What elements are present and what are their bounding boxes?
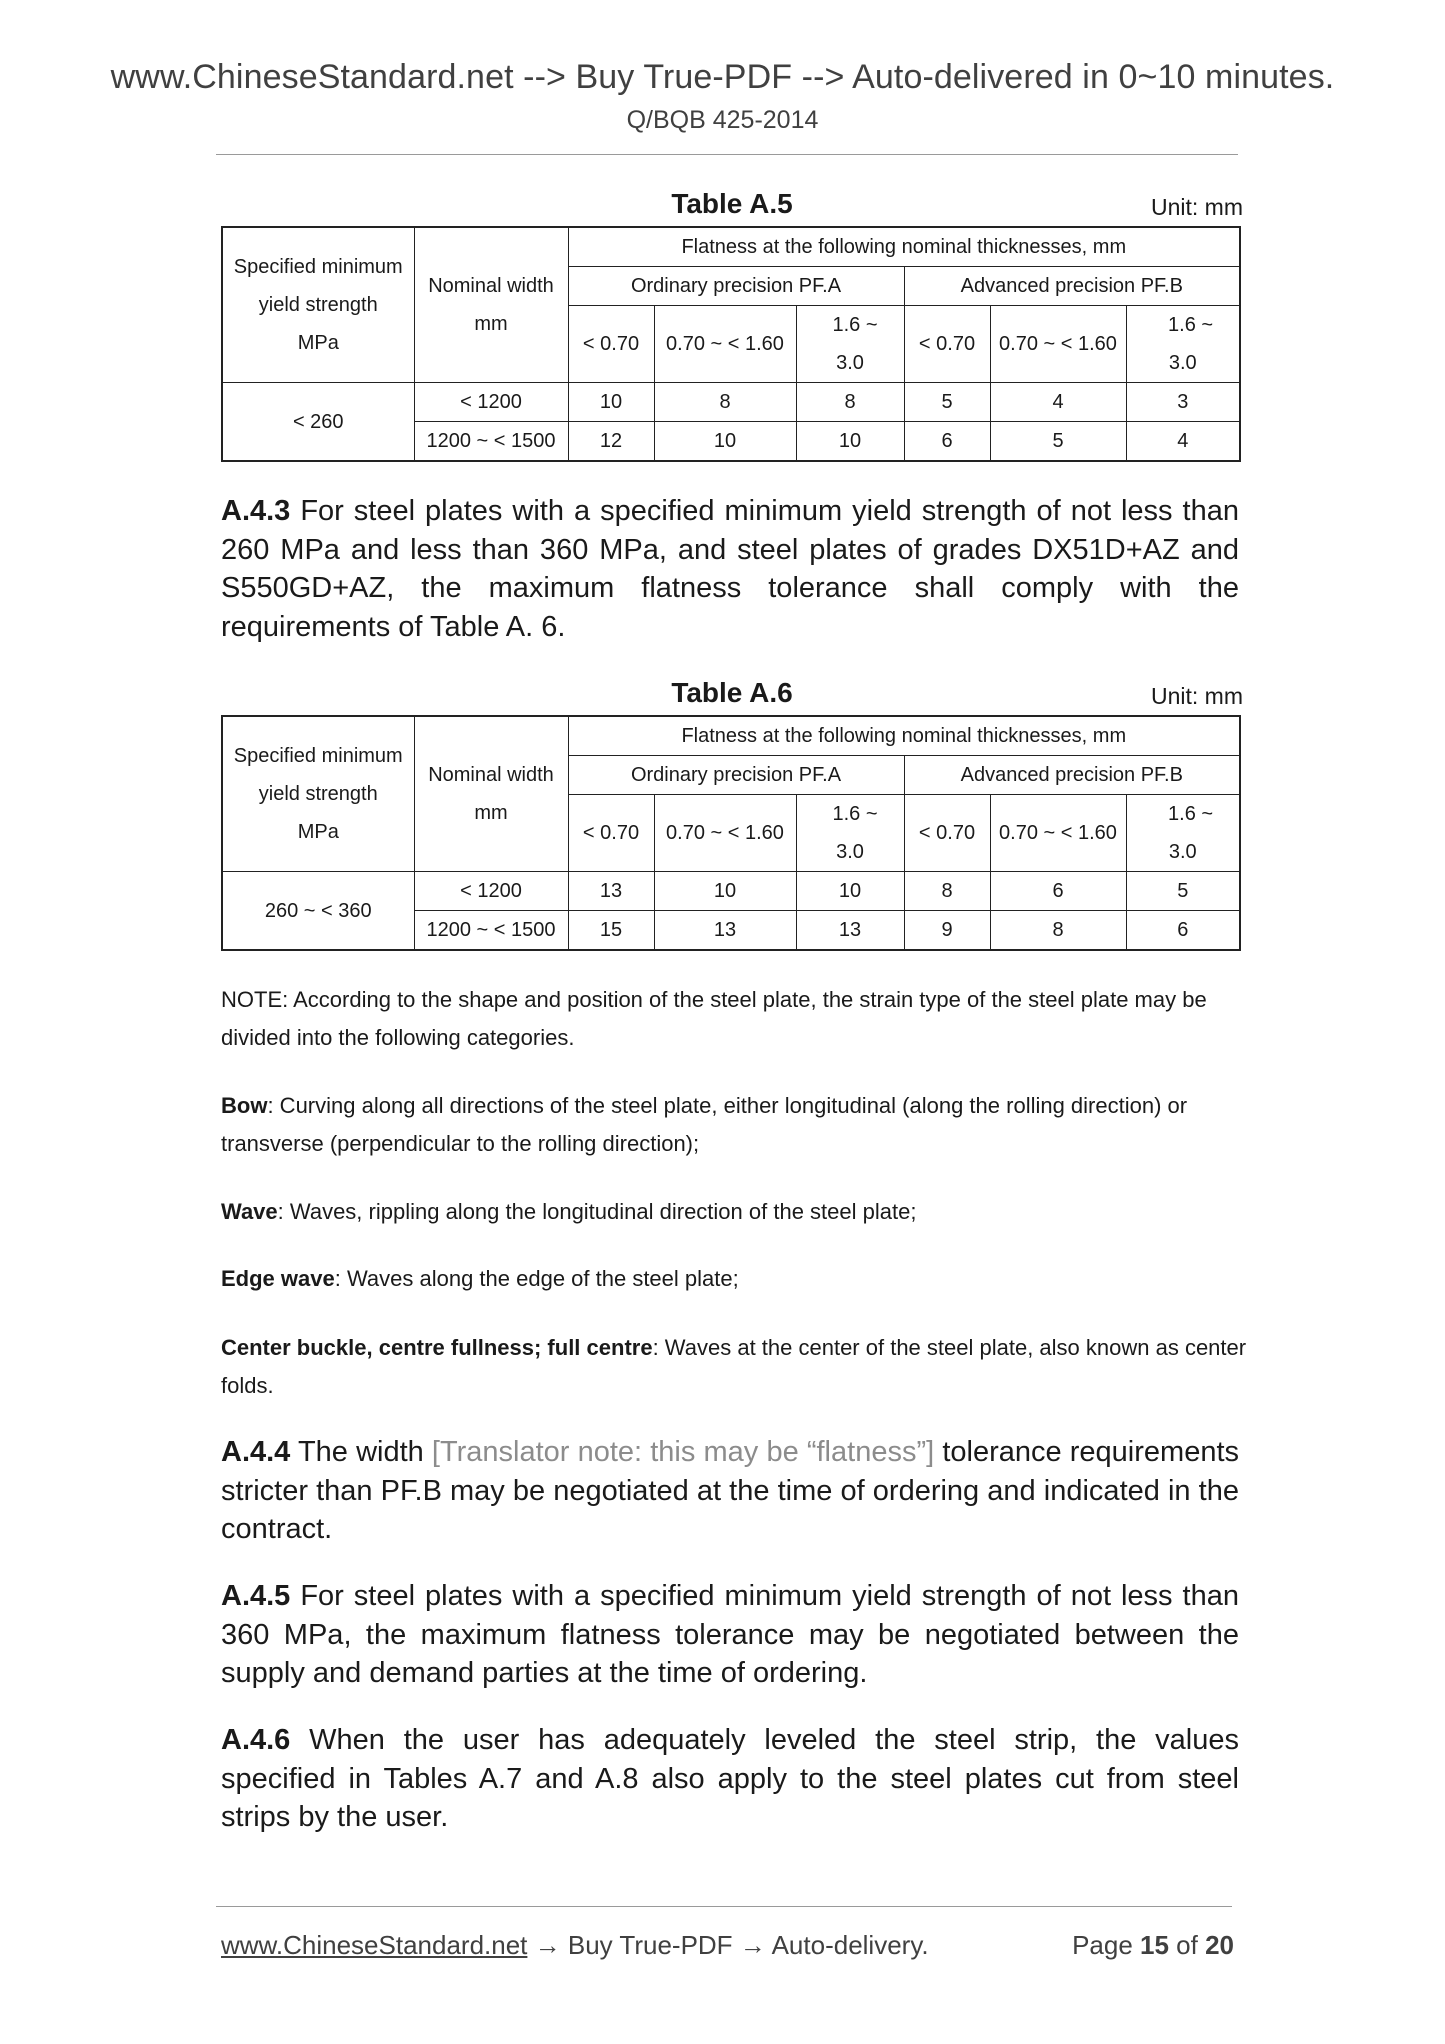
note-edge-wave [221, 1260, 1251, 1298]
thickness-16-30-b: 3.0 [796, 833, 904, 872]
cell: 13 [654, 911, 796, 951]
thickness-lt070: < 0.70 [904, 306, 990, 383]
cell: 3 [1126, 383, 1240, 422]
clause-text: tolerance requirements stricter than PF.B may be negotiated at the time of ordering and indicated in the contract. [221, 1436, 1240, 1545]
term: Bow [221, 1093, 268, 1118]
table-a5-caption [221, 188, 1243, 224]
width-value: < 1200 [414, 872, 568, 911]
note-wave [221, 1193, 1251, 1231]
width-value: 1200 ~ < 1500 [414, 911, 568, 951]
footer-left [221, 1930, 929, 1961]
width-value: 1200 ~ < 1500 [414, 422, 568, 462]
paragraph-a45 [221, 1577, 1239, 1693]
cell: 9 [904, 911, 990, 951]
table-a6-title: Table A.6 [671, 677, 793, 708]
banner: www.ChineseStandard.net --> Buy True-PDF --> Auto-delivered in 0~10 minutes. [110, 58, 1335, 96]
arrow-icon: → [732, 1930, 772, 1960]
width-header-line1: Nominal width [428, 275, 554, 297]
clause-text: The width [290, 1436, 432, 1468]
yield-header-line3: MPa [297, 821, 339, 843]
thickness-lt070: < 0.70 [568, 795, 654, 872]
ordinary-precision-header: Ordinary precision PF.A [568, 756, 904, 795]
page-label: Page [1072, 1930, 1141, 1960]
clause-number: A.4.4 [221, 1436, 291, 1468]
table-a5-unit: Unit: mm [1151, 194, 1243, 220]
thickness-16-30: 1.6 ~ [796, 306, 904, 345]
arrow-icon: → [527, 1930, 568, 1960]
thickness-070-160: 0.70 ~ < 1.60 [654, 306, 796, 383]
note-bow [221, 1087, 1251, 1163]
yield-header-line1: Specified minimum [233, 256, 403, 278]
thickness-16-30-b: 3.0 [796, 344, 904, 383]
cell: 10 [654, 872, 796, 911]
site-link[interactable]: www.ChineseStandard.net [221, 1930, 528, 1960]
cell: 6 [990, 872, 1126, 911]
page-indicator [1072, 1930, 1234, 1961]
thickness-070-160: 0.70 ~ < 1.60 [654, 795, 796, 872]
cell: 5 [904, 383, 990, 422]
table-a6 [221, 715, 1241, 951]
cell: 5 [990, 422, 1126, 462]
advanced-precision-header: Advanced precision PF.B [904, 267, 1240, 306]
flatness-header: Flatness at the following nominal thicknesses, mm [568, 227, 1240, 267]
cell: 6 [904, 422, 990, 462]
note-intro: NOTE: According to the shape and position of the steel plate, the strain type of the steel plate may be divided into the following categories. [221, 987, 1207, 1050]
thickness-16-30: 1.6 ~ [796, 795, 904, 834]
definition: : Waves, rippling along the longitudinal direction of the steel plate; [277, 1199, 917, 1224]
yield-value: 260 ~ < 360 [222, 872, 414, 951]
yield-header-line2: yield strength [258, 294, 378, 316]
header-divider [216, 154, 1238, 155]
thickness-16-30-b: 3.0 [1126, 344, 1240, 383]
thickness-16-30: 1.6 ~ [1126, 795, 1240, 834]
of-label: of [1168, 1930, 1206, 1960]
yield-header-line1: Specified minimum [233, 745, 403, 767]
footer-divider [216, 1906, 1232, 1907]
thickness-070-160: 0.70 ~ < 1.60 [990, 306, 1126, 383]
cell: 12 [568, 422, 654, 462]
clause-text: For steel plates with a specified minimum yield strength of not less than 360 MPa, the maximum flatness tolerance may be negotiated between the supply and demand parties at the time of ordering. [221, 1580, 1239, 1689]
paragraph-a43 [221, 492, 1239, 646]
advanced-precision-header: Advanced precision PF.B [904, 756, 1240, 795]
cell: 4 [990, 383, 1126, 422]
width-header-line2: mm [474, 802, 508, 824]
width-header [414, 227, 568, 383]
table-a6-unit: Unit: mm [1151, 683, 1243, 709]
yield-header [222, 227, 414, 383]
buy-text: Buy True-PDF [567, 1930, 733, 1960]
yield-header-line2: yield strength [258, 783, 378, 805]
flatness-header: Flatness at the following nominal thicknesses, mm [568, 716, 1240, 756]
thickness-lt070: < 0.70 [568, 306, 654, 383]
definition: : Waves along the edge of the steel plate; [334, 1266, 739, 1291]
width-header-line1: Nominal width [428, 764, 554, 786]
table-a5-title: Table A.5 [671, 188, 793, 219]
clause-number: A.4.5 [221, 1580, 291, 1612]
term: Wave [221, 1199, 278, 1224]
table-row [222, 383, 1240, 422]
ordinary-precision-header: Ordinary precision PF.A [568, 267, 904, 306]
page-number: 15 [1140, 1930, 1169, 1960]
note-center-buckle [221, 1329, 1251, 1405]
thickness-070-160: 0.70 ~ < 1.60 [990, 795, 1126, 872]
clause-number: A.4.3 [221, 495, 291, 527]
width-header [414, 716, 568, 872]
cell: 8 [904, 872, 990, 911]
definition: : Curving along all directions of the steel plate, either longitudinal (along the rolling direction) or transverse (perpendicular to the rolling direction); [221, 1093, 1188, 1156]
yield-header-line3: MPa [297, 332, 339, 354]
clause-number: A.4.6 [221, 1724, 291, 1756]
term: Edge wave [221, 1266, 335, 1291]
yield-header [222, 716, 414, 872]
cell: 6 [1126, 911, 1240, 951]
definition: : Waves at the center of the steel plate, also known as center folds. [221, 1335, 1247, 1398]
term: Center buckle, centre fullness; full centre [221, 1335, 653, 1360]
paragraph-a44 [221, 1433, 1239, 1549]
clause-text: When the user has adequately leveled the steel strip, the values specified in Tables A.7 and A.8 also apply to the steel plates cut from steel strips by the user. [221, 1724, 1239, 1833]
width-value: < 1200 [414, 383, 568, 422]
thickness-16-30-b: 3.0 [1126, 833, 1240, 872]
cell: 13 [568, 872, 654, 911]
width-header-line2: mm [474, 313, 508, 335]
clause-text: For steel plates with a specified minimum yield strength of not less than 260 MPa and less than 360 MPa, and steel plates of grades DX51D+AZ and S550GD+AZ, the maximum flatness tolerance shall comply with the requirements of Table A. 6. [221, 495, 1239, 643]
cell: 8 [654, 383, 796, 422]
cell: 10 [796, 422, 904, 462]
thickness-16-30: 1.6 ~ [1126, 306, 1240, 345]
cell: 4 [1126, 422, 1240, 462]
translator-note: [Translator note: this may be “flatness”] [431, 1436, 935, 1468]
page-total: 20 [1205, 1930, 1234, 1960]
cell: 10 [796, 872, 904, 911]
yield-value: < 260 [222, 383, 414, 462]
cell: 10 [568, 383, 654, 422]
cell: 10 [654, 422, 796, 462]
cell: 5 [1126, 872, 1240, 911]
auto-delivery-text: Auto-delivery. [771, 1930, 929, 1960]
table-row [222, 872, 1240, 911]
cell: 8 [990, 911, 1126, 951]
cell: 8 [796, 383, 904, 422]
table-a5 [221, 226, 1241, 462]
thickness-lt070: < 0.70 [904, 795, 990, 872]
cell: 15 [568, 911, 654, 951]
cell: 13 [796, 911, 904, 951]
table-a6-caption [221, 677, 1243, 713]
document-id: Q/BQB 425-2014 [626, 106, 819, 134]
paragraph-a46 [221, 1721, 1239, 1837]
